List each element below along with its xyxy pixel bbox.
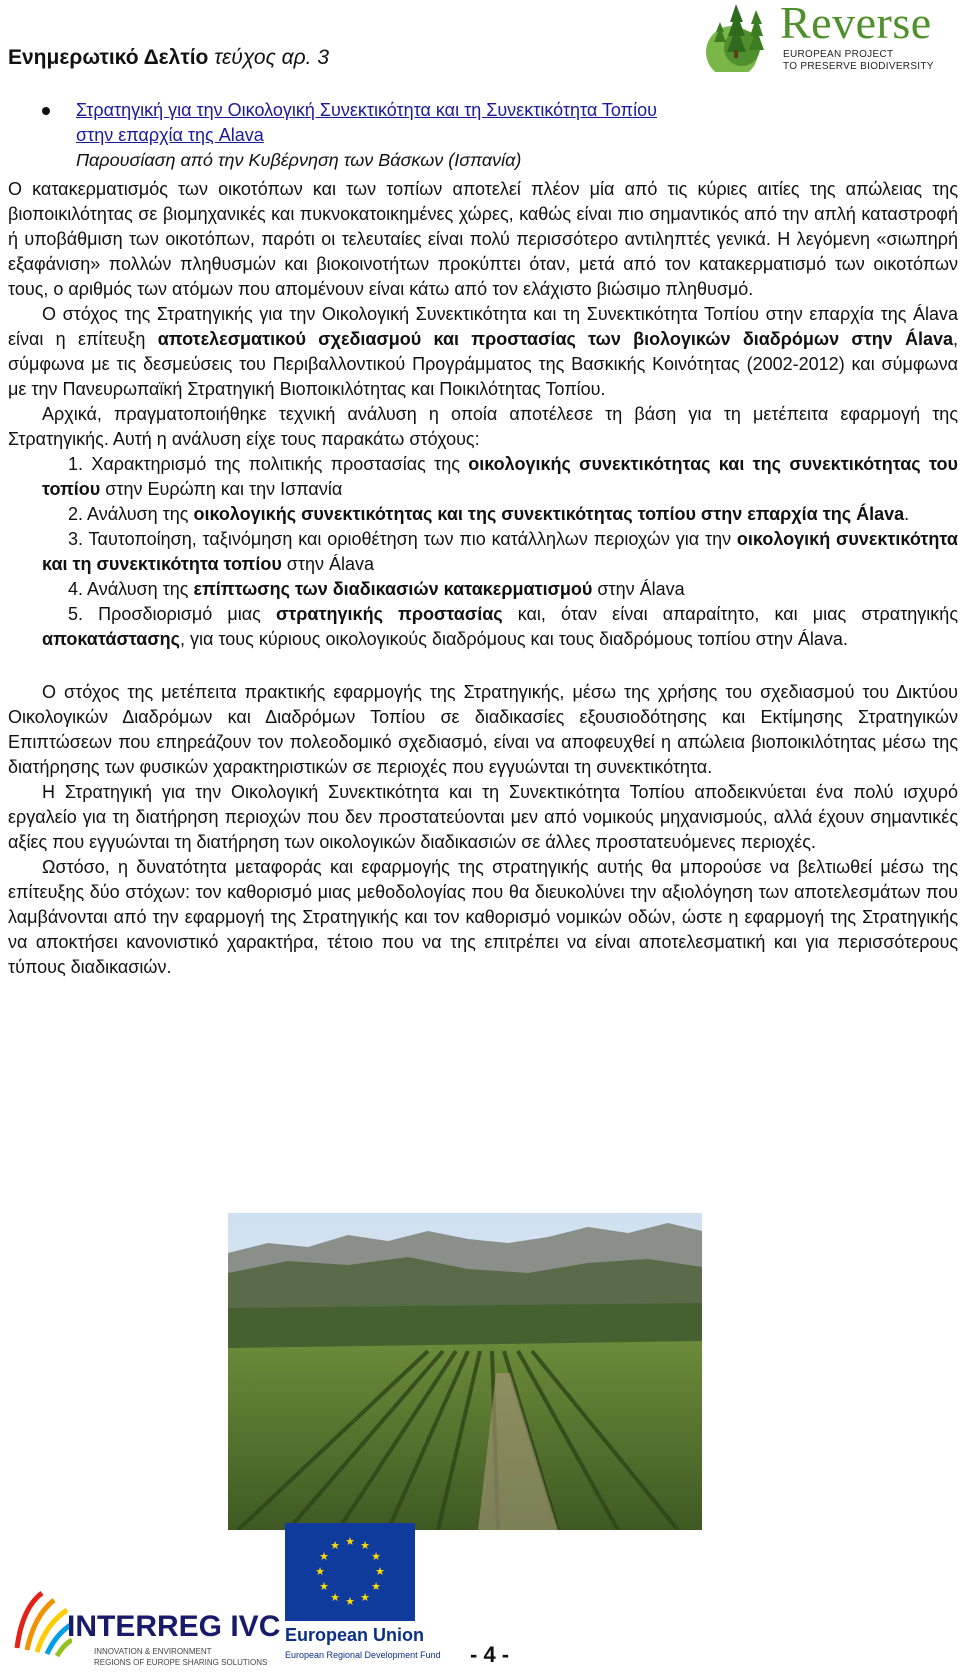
list-text: στην Álava [592, 579, 685, 599]
svg-text:★: ★ [319, 1550, 329, 1563]
list-text: , για τους κύριους οικολογικούς διαδρόμους και τους διαδρόμους τοπίου στην Álava. [180, 629, 848, 649]
list-number: 5. [68, 604, 84, 624]
eu-logo [285, 1523, 441, 1673]
article-title-line2: στην επαρχία της Alava [76, 125, 264, 145]
paragraph-2 [8, 302, 958, 402]
list-item [8, 577, 958, 602]
issue-number: τεύχος αρ. 3 [214, 46, 330, 69]
paragraph-2-emphasis: αποτελεσματικού σχεδιασμού και προστασίας των βιολογικών διαδρόμων στην Álava [157, 329, 953, 349]
interreg-logo [12, 1588, 281, 1674]
list-number: 3. [68, 529, 84, 549]
list-emphasis: οικολογικής συνεκτικότητας και της συνεκτικότητας τοπίου στην επαρχία της Álava [193, 504, 905, 524]
newsletter-name: Ενημερωτικό Δελτίο [8, 46, 209, 69]
list-number: 2. [68, 504, 84, 524]
svg-text:★: ★ [315, 1565, 325, 1578]
list-item [8, 602, 958, 652]
svg-text:★: ★ [371, 1550, 381, 1563]
list-text: στην Ευρώπη και την Ισπανία [100, 479, 343, 499]
article-subtitle: Παρουσίαση από την Κυβέρνηση των Βάσκων (Ισπανία) [76, 150, 522, 170]
list-text: Προσδιορισμό μιας [98, 604, 276, 624]
page-header [0, 0, 960, 90]
paragraph-4: Ο στόχος της μετέπειτα πρακτικής εφαρμογής της Στρατηγικής, μέσω της χρήσης του σχεδιασμού του Δικτύου Οικολογικών Διαδρόμων και Διαδρόμων Τοπίου σε διαδικασίες εξουσιοδότησης και Εκτίμησης Στρατηγικών Επιπτώσεων που επηρεάζουν τον πολεοδομικό σχεδιασμό, είναι να αποφευχθεί η απώλεια βιοποικιλότητας μέσω της διατήρησης των φυσικών χαρακτηριστικών σε περιοχές που εγγυώνται τη συνεκτικότητα. [8, 682, 958, 777]
list-item [8, 502, 958, 527]
landscape-photo [228, 1213, 702, 1530]
eu-fund: European Regional Development Fund [285, 1650, 441, 1660]
article-heading [8, 98, 958, 148]
interreg-tagline-1: INNOVATION & ENVIRONMENT [94, 1647, 212, 1656]
list-emphasis: αποκατάστασης [42, 629, 181, 649]
list-number: 1. [68, 454, 84, 474]
eu-flag [285, 1523, 415, 1621]
list-text: Ανάλυση της [87, 504, 194, 524]
article-title-line1: Στρατηγική για την Οικολογική Συνεκτικότητα και τη Συνεκτικότητα Τοπίου [76, 100, 657, 120]
reverse-tagline-2: TO PRESERVE BIODIVERSITY [783, 61, 934, 72]
interreg-tagline-2: REGIONS OF EUROPE SHARING SOLUTIONS [94, 1658, 268, 1667]
list-text: . [904, 504, 910, 524]
list-item [8, 452, 958, 502]
interreg-name: INTERREG IVC [67, 1610, 281, 1643]
paragraph-1: Ο κατακερματισμός των οικοτόπων και των τοπίων αποτελεί πλέον μία από τις κύριες αιτίες της απώλειας της βιοποικιλότητας σε βιομηχανικές και πυκνοκατοικημένες χώρες, καθώς είναι πιο σημαντικός από την απλή καταστροφή ή υποβάθμιση των οικοτόπων, παρότι οι τελευταίες είναι πολύ περισσότερο αντιληπτές γενικά. Η λεγόμενη «σιωπηρή εξαφάνιση» πολλών πληθυσμών και βιοκοινοτήτων προκύπτει όταν, μετά από τον κατακερματισμό των οικοτόπων τους, ο αριθμός των ατόμων που απομένουν είναι κάτω από τον ελάχιστο βιώσιμο πληθυσμό. [8, 179, 958, 299]
newsletter-title [8, 46, 329, 70]
list-emphasis: οικολογική συνεκτικότητα και τη συνεκτικότητα τοπίου [42, 529, 958, 574]
article-title-link[interactable] [76, 100, 657, 145]
svg-text:★: ★ [345, 1535, 355, 1548]
paragraph-2-text-c: , σύμφωνα με τις δεσμεύσεις του Περιβαλλοντικού Προγράμματος της Βασκικής Κοινότητας (2002-2012) και σύμφωνα με την Πανευρωπαϊκή Στρατηγική Βιοποικιλότητας και Ποικιλότητας Τοπίου. [8, 329, 959, 399]
eu-stars-icon [285, 1523, 415, 1621]
svg-text:★: ★ [330, 1591, 340, 1604]
reverse-tagline-1: EUROPEAN PROJECT [783, 49, 894, 60]
interreg-mark-icon [12, 1588, 72, 1658]
paragraph-3: Αρχικά, πραγματοποιήθηκε τεχνική ανάλυση η οποία αποτέλεσε τη βάση για τη μετέπειτα εφαρμογή της Στρατηγικής. Αυτή η ανάλυση είχε τους παρακάτω στόχους: [8, 404, 958, 449]
svg-text:★: ★ [360, 1591, 370, 1604]
article-body [8, 98, 958, 980]
tree-logo-icon [700, 0, 780, 72]
paragraph-6: Ωστόσο, η δυνατότητα μεταφοράς και εφαρμογής της στρατηγικής αυτής θα μπορούσε να βελτιωθεί μέσω της επίτευξης δύο στόχων: τον καθορισμό μιας μεθοδολογίας που θα διευκολύνει την αξιολόγηση των αποτελεσμάτων που λαμβάνονται από την εφαρμογή της Στρατηγικής και τον καθορισμό νομικών οδών, ώστε η εφαρμογή της Στρατηγικής να αποκτήσει κανονιστικό χαρακτήρα, τέτοιο που να της επιτρέπει να είναι αποτελεσματική και για περισσότερους τύπους διαδικασιών. [8, 857, 958, 977]
reverse-wordmark: Reverse [780, 0, 932, 48]
svg-text:★: ★ [330, 1539, 340, 1552]
objectives-list [8, 452, 958, 652]
svg-text:★: ★ [371, 1580, 381, 1593]
reverse-logo [700, 0, 958, 74]
list-text: Χαρακτηρισμό της πολιτικής προστασίας της [91, 454, 469, 474]
svg-text:★: ★ [319, 1580, 329, 1593]
list-number: 4. [68, 579, 84, 599]
list-emphasis: στρατηγικής προστασίας [275, 604, 503, 624]
list-text: στην Álava [281, 554, 375, 574]
list-text: και, όταν είναι απαραίτητο, και μιας στρατηγικής [502, 604, 958, 624]
list-text: Ταυτοποίηση, ταξινόμηση και οριοθέτηση των πιο κατάλληλων περιοχών για την [88, 529, 737, 549]
svg-text:★: ★ [345, 1595, 355, 1608]
svg-text:★: ★ [375, 1565, 385, 1578]
list-emphasis: οικολογικής συνεκτικότητας και της συνεκτικότητας του τοπίου [42, 454, 958, 499]
bullet-icon [42, 107, 50, 115]
page-number: - 4 - [470, 1642, 510, 1667]
paragraph-2-text-a: Ο στόχος της Στρατηγικής για την Οικολογική Συνεκτικότητα και τη Συνεκτικότητα Τοπίου στην επαρχία της Álava είναι η επίτευξη [8, 304, 958, 349]
list-text: Ανάλυση της [87, 579, 194, 599]
paragraph-5: Η Στρατηγική για την Οικολογική Συνεκτικότητα και τη Συνεκτικότητα Τοπίου αποδεικνύεται ένα πολύ ισχυρό εργαλείο για τη διατήρηση περιοχών που δεν προστατεύονται μεν από νομικούς μηχανισμούς, αλλά έχουν σημαντικές αξίες που εγγυώνται τη διατήρηση των οικολογικών διαδικασιών σε άλλες προστατευόμενες περιοχές. [8, 782, 958, 852]
list-item [8, 527, 958, 577]
svg-text:★: ★ [360, 1539, 370, 1552]
list-emphasis: επίπτωσης των διαδικασιών κατακερματισμού [193, 579, 593, 599]
eu-name: European Union [285, 1625, 424, 1645]
spacer [8, 652, 958, 680]
